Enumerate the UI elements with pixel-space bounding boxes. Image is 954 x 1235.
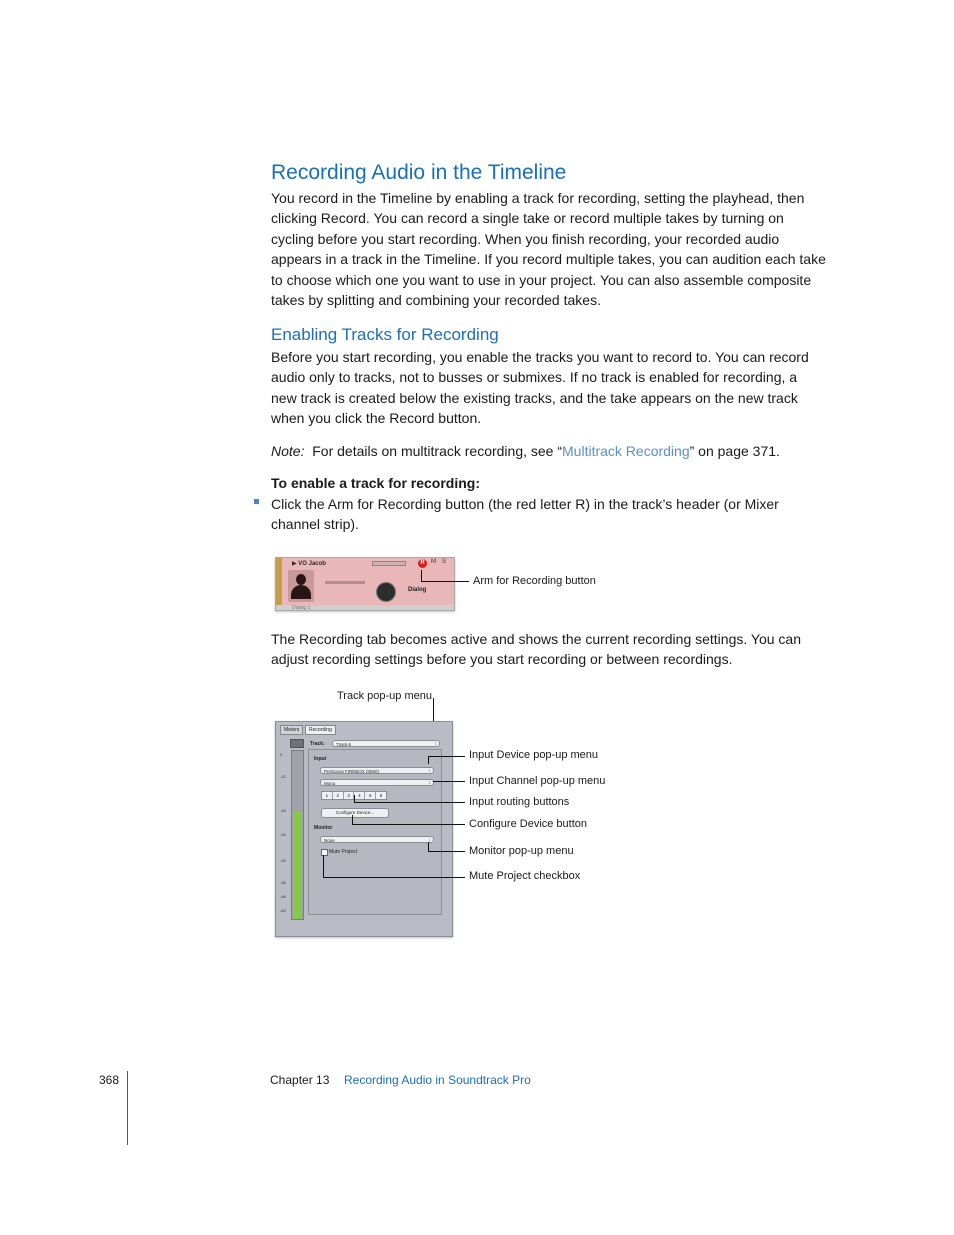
track-color-strip <box>276 558 282 610</box>
track-volume-bar <box>372 561 406 566</box>
leader-line <box>428 756 429 764</box>
input-channel-popup[interactable]: Mono ↕ <box>320 779 434 786</box>
tab-meters[interactable]: Meters <box>280 725 303 735</box>
track-header-screenshot <box>275 557 455 611</box>
bullet-icon <box>254 499 259 504</box>
scale-label: -12 <box>280 774 286 779</box>
level-meter <box>291 750 304 920</box>
leader-line <box>421 581 469 582</box>
scale-label: -48 <box>280 894 286 899</box>
chapter-title: Recording Audio in Soundtrack Pro <box>344 1073 531 1087</box>
tab-recording[interactable]: Recording <box>305 725 336 735</box>
arm-for-recording-button[interactable]: R <box>418 559 427 568</box>
disclosure-triangle-icon: ▶ <box>292 561 297 567</box>
scale-label: -18 <box>280 808 286 813</box>
next-track-name: Dialog 1 <box>292 605 311 611</box>
recording-panel-screenshot <box>275 721 453 937</box>
leader-line <box>428 756 465 757</box>
routing-callout: Input routing buttons <box>469 796 570 808</box>
leader-line <box>433 781 465 782</box>
note-paragraph <box>271 441 826 461</box>
track-icon <box>288 570 314 602</box>
task-heading: To enable a track for recording: <box>271 475 481 491</box>
routing-button[interactable]: 2 <box>333 792 344 799</box>
scale-label: -24 <box>280 832 286 837</box>
intro-paragraph: You record in the Timeline by enabling a track for recording, setting the playhead, then clicking Record. You can record a single take or record multiple takes by turning on cycling before you start recording. When you finish recording, your recorded audio appears in a track in the Timeline. If you record multiple takes, you can audition each take to choose which one you want to use in your project. You can also assemble composite takes by splitting and combining your recorded takes. <box>271 190 826 309</box>
monitor-callout: Monitor pop-up menu <box>469 845 574 857</box>
scale-label: -60 <box>280 908 286 913</box>
leader-line <box>354 802 465 803</box>
footer-divider <box>127 1071 128 1145</box>
meter-reset-button[interactable] <box>290 739 304 748</box>
leader-line <box>323 877 465 878</box>
arm-callout: Arm for Recording button <box>473 575 596 587</box>
mute-callout: Mute Project checkbox <box>469 870 581 882</box>
track-name: VO Jacob <box>298 561 326 567</box>
enable-paragraph: Before you start recording, you enable the tracks you want to record to. You can record audio only to tracks, not to busses or submixes. If no track is enabled for recording, a new track is created below the existing tracks, and the take appears on the new track when you click the Record button. <box>271 349 809 427</box>
leader-line <box>428 842 429 851</box>
leader-line <box>323 855 324 878</box>
input-device-popup[interactable]: PreSonus FIREBOX (0550) ↕ <box>320 767 434 774</box>
solo-button[interactable]: S <box>442 559 447 565</box>
input-device-callout: Input Device pop-up menu <box>469 749 599 761</box>
mute-button[interactable]: M <box>431 559 436 565</box>
routing-button[interactable]: 5 <box>365 792 376 799</box>
step-text: Click the Arm for Recording button (the red letter R) in the track’s header (or Mixer channel strip). <box>271 496 779 533</box>
recording-tab-paragraph: The Recording tab becomes active and shows the current recording settings. You can adjust recording settings before you start recording or between recordings. <box>271 631 801 668</box>
mute-project-label: Mute Project <box>329 849 358 855</box>
monitor-popup[interactable]: None ↕ <box>320 836 434 843</box>
note-label: Note: <box>271 443 305 459</box>
volume-slider[interactable] <box>325 581 365 584</box>
pan-knob[interactable] <box>376 582 396 602</box>
routing-button[interactable]: 6 <box>379 793 383 798</box>
scale-label: -36 <box>280 880 286 885</box>
track-popup-callout: Track pop-up menu <box>337 690 432 702</box>
note-text-before: For details on multitrack recording, see “ <box>312 443 563 459</box>
multitrack-recording-link[interactable]: Multitrack Recording <box>562 443 690 459</box>
page-number: 368 <box>99 1073 120 1087</box>
leader-line <box>428 851 465 852</box>
input-label: Input <box>314 756 327 762</box>
note-text-after: ” on page 371. <box>689 443 780 459</box>
scale-label: -30 <box>280 858 286 863</box>
configure-callout: Configure Device button <box>469 818 588 830</box>
page-title: Recording Audio in the Timeline <box>271 161 567 184</box>
scale-label: 0 <box>280 752 283 757</box>
routing-button[interactable]: 3 <box>344 792 355 799</box>
routing-button[interactable]: 4 <box>354 792 365 799</box>
monitor-label: Monitor <box>314 825 333 831</box>
track-label: Track: <box>310 741 325 747</box>
section-heading: Enabling Tracks for Recording <box>271 325 499 344</box>
configure-device-button[interactable]: Configure Device... <box>321 808 389 818</box>
chapter-label: Chapter 13 <box>270 1073 330 1087</box>
output-popup[interactable]: Dialog <box>408 587 427 593</box>
track-popup[interactable]: Track 6 ↕ <box>332 740 440 747</box>
input-channel-callout: Input Channel pop-up menu <box>469 775 606 787</box>
leader-line <box>352 824 465 825</box>
routing-button[interactable]: 1 <box>322 792 333 799</box>
